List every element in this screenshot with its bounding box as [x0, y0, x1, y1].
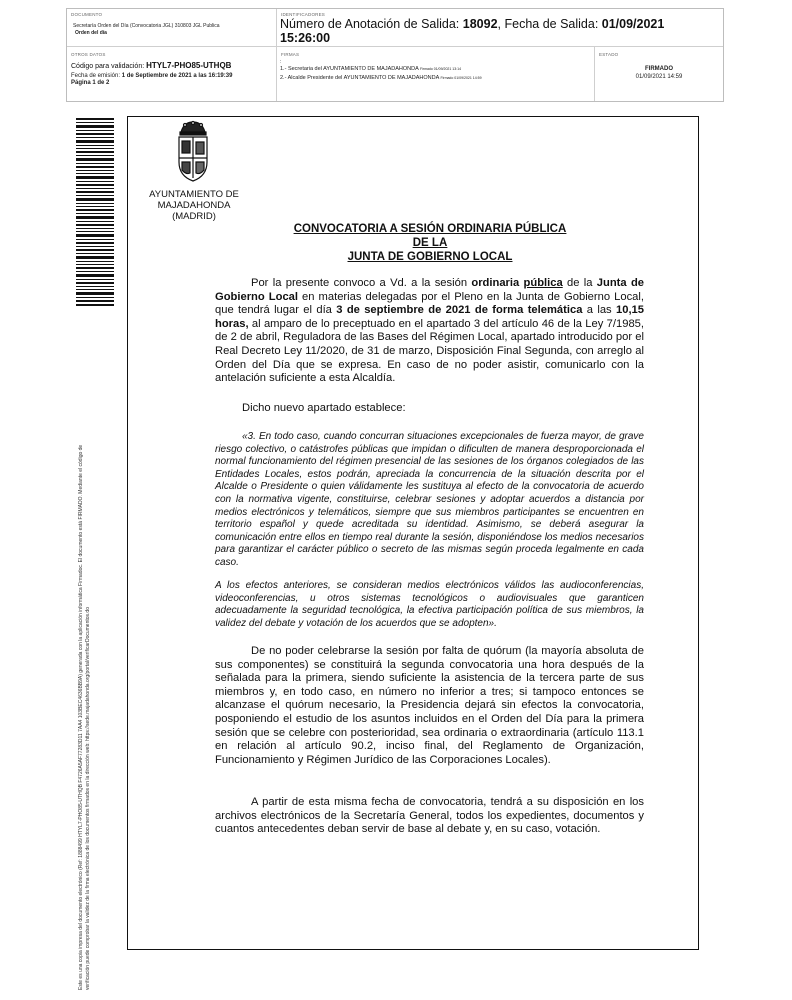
document-title: [265, 222, 595, 264]
title-line1: CONVOCATORIA A SESIÓN ORDINARIA PÚBLICA: [293, 223, 567, 235]
title-line2: DE LA: [412, 237, 448, 249]
estado-fecha: 01/09/2021 14:59: [635, 74, 683, 80]
title-line3: JUNTA DE GOBIERNO LOCAL: [347, 251, 513, 263]
paragraph-convocatoria: Por la presente convoco a Vd. a la sesión ordinaria pública de la Junta de Gobierno Local en materias delegadas por el Pleno en la Junta de Gobierno Local, que tendrá lugar el día 3 de septiembre de 2021 de forma telemática a las 10,15 horas, al amparo de lo preceptuado en el apartado 3 del artículo 46 de la Ley 7/1985, de 2 de abril, Reguladora de las Bases del Régimen Local, apartado introducido por el Real Decreto Ley 11/2020, de 31 de marzo, Disposición Final Segunda, con arreglo al Orden del Día que se expresa. En caso de no poder asistir, comunicarlo con la antelación suficiente a esta Alcaldía.: [215, 277, 644, 385]
sidebar-line1: Este es una copia impresa del documento electrónico (Ref: 1888499 HTYL7-PHO85-UTHQB F4726A5AF77283D11 7AA4 103BEC4636BB9A) generada con la aplicación informática Firmadoc. El documento está FIRMADO. Mediante el código de: [78, 444, 84, 990]
firmas-label: FIRMAS: [281, 52, 300, 57]
firma-2: 2.- Alcalde Presidente del AYUNTAMIENTO DE MAJADAHONDA Firmado 01/09/2021 14:59: [280, 75, 482, 81]
otros-label: OTROS DATOS: [71, 52, 106, 57]
salida-fecha: 01/09/2021: [601, 17, 665, 31]
quote-apartado-3: «3. En todo caso, cuando concurran situaciones excepcionales de fuerza mayor, de grave riesgo colectivo, o catástrofes públicas que impidan o dificulten de manera desproporcionada el normal funcionamiento del régimen presencial de las sesiones de los órganos colegiados de las Entidades Locales, estos podrán, apreciada la concurrencia de la situación descrita por el Alcalde o Presidente o quien válidamente les sustituya al efecto de la convocatoria de acuerdo con la normativa vigente, constituirse, celebrar sesiones y adoptar acuerdos a distancia por medios electrónicos y telemáticos, siempre que sus miembros participantes se encuentren en territorio español y quede acreditada su identidad. Asimismo, se deberá asegurar la comunicación entre ellos en tiempo real durante la sesión, disponiéndose los medios necesarios para garantizar el carácter público o secreto de las mismas según proceda legalmente en cada caso.: [215, 431, 644, 568]
estado-value: FIRMADO: [645, 66, 673, 72]
identificadores-label: IDENTIFICADORES: [281, 12, 326, 17]
paragraph-quorum: De no poder celebrarse la sesión por falta de quórum (la mayoría absoluta de sus componentes) se constituirá la segunda convocatoria una hora después de la señalada para la primera, siendo suficiente la asistencia de la tercera parte de sus miembros y, en todo caso, en número no inferior a tres; si tampoco entonces se alcanzase el quórum necesario, la Presidencia dejará sin efectos la convocatoria, posponiendo el estudio de los asuntos incluidos en el Orden del Día para la primera sesión que se celebre con posterioridad, sea ordinaria o extraordinaria (artículo 113.1 en relación al artículo 90.2, inciso final, del Reglamento de Organización, Funcionamiento y Régimen Jurídico de las Corporaciones Locales).: [215, 645, 644, 766]
documento-cell: [67, 9, 277, 47]
documento-label: DOCUMENTO: [71, 12, 103, 17]
verification-sidebar: [78, 310, 92, 990]
org-line1: AYUNTAMIENTO DE: [149, 189, 239, 200]
salida-info: Número de Anotación de Salida: 18092, Fecha de Salida: 01/09/2021 15:26:00: [280, 17, 665, 45]
sidebar-line2: verificación puede comprobar la validez de la firma electrónica de los documentos firmados en la dirección web: https://sede.majadahonda.org/portal/verificarDocumentos.do: [85, 607, 91, 990]
estado-cell: [595, 47, 723, 101]
coat-of-arms-icon: [172, 118, 214, 188]
paragraph-apartado: Dicho nuevo apartado establece:: [242, 402, 406, 414]
org-line3: (MADRID): [172, 211, 216, 222]
salida-numero: 18092: [462, 17, 498, 31]
paragraph-archivos: A partir de esta misma fecha de convocatoria, tendrá a su disposición en los archivos electrónicos de la Secretaría General, todos los expedientes, documentos y cuantos antecedentes deban servir de base al debate y, en su caso, votación.: [215, 796, 644, 836]
fecha-emision: Fecha de emisión: 1 de Septiembre de 2021 a las 16:19:39: [71, 73, 233, 79]
firma-1: 1.- Secretaria del AYUNTAMIENTO DE MAJADAHONDA Firmado 01/09/2021 13:14: [280, 66, 462, 72]
quote-efectos: A los efectos anteriores, se consideran medios electrónicos válidos las audioconferencias, videoconferencias, u otros sistemas tecnológicos o audiovisuales que garanticen adecuadamente la seguridad tecnológica, la efectiva participación política de sus miembros, la validez del debate y votación de los acuerdos que se adopten».: [215, 580, 644, 629]
documento-line2: Orden del día: [75, 30, 107, 36]
codigo-validacion: Código para validación: HTYL7-PHO85-UTHQB: [71, 61, 232, 70]
identificadores-cell: [277, 9, 723, 47]
otros-datos-cell: [67, 47, 277, 101]
documento-line1: Secretaría Orden del Día (Convocatoria JGL) 310803 JGL Publica: [73, 23, 220, 29]
estado-label: ESTADO: [599, 52, 619, 57]
organization-name: [142, 189, 246, 222]
pagina: Página 1 de 2: [71, 80, 110, 86]
document-header: [66, 8, 724, 102]
barcode: [74, 118, 116, 308]
org-line2: MAJADAHONDA: [157, 200, 231, 211]
salida-hora: 15:26:00: [280, 31, 331, 45]
firmas-cell: FIRMAS : 1.- Secretaria del AYUNTAMIENTO DE MAJADAHONDA Firmado 01/09/2021 13:14 2.- Alcalde Presidente del AYUNTAMIENTO DE MAJADAHONDA Firmado 01/09/2021 14:59: [277, 47, 595, 101]
